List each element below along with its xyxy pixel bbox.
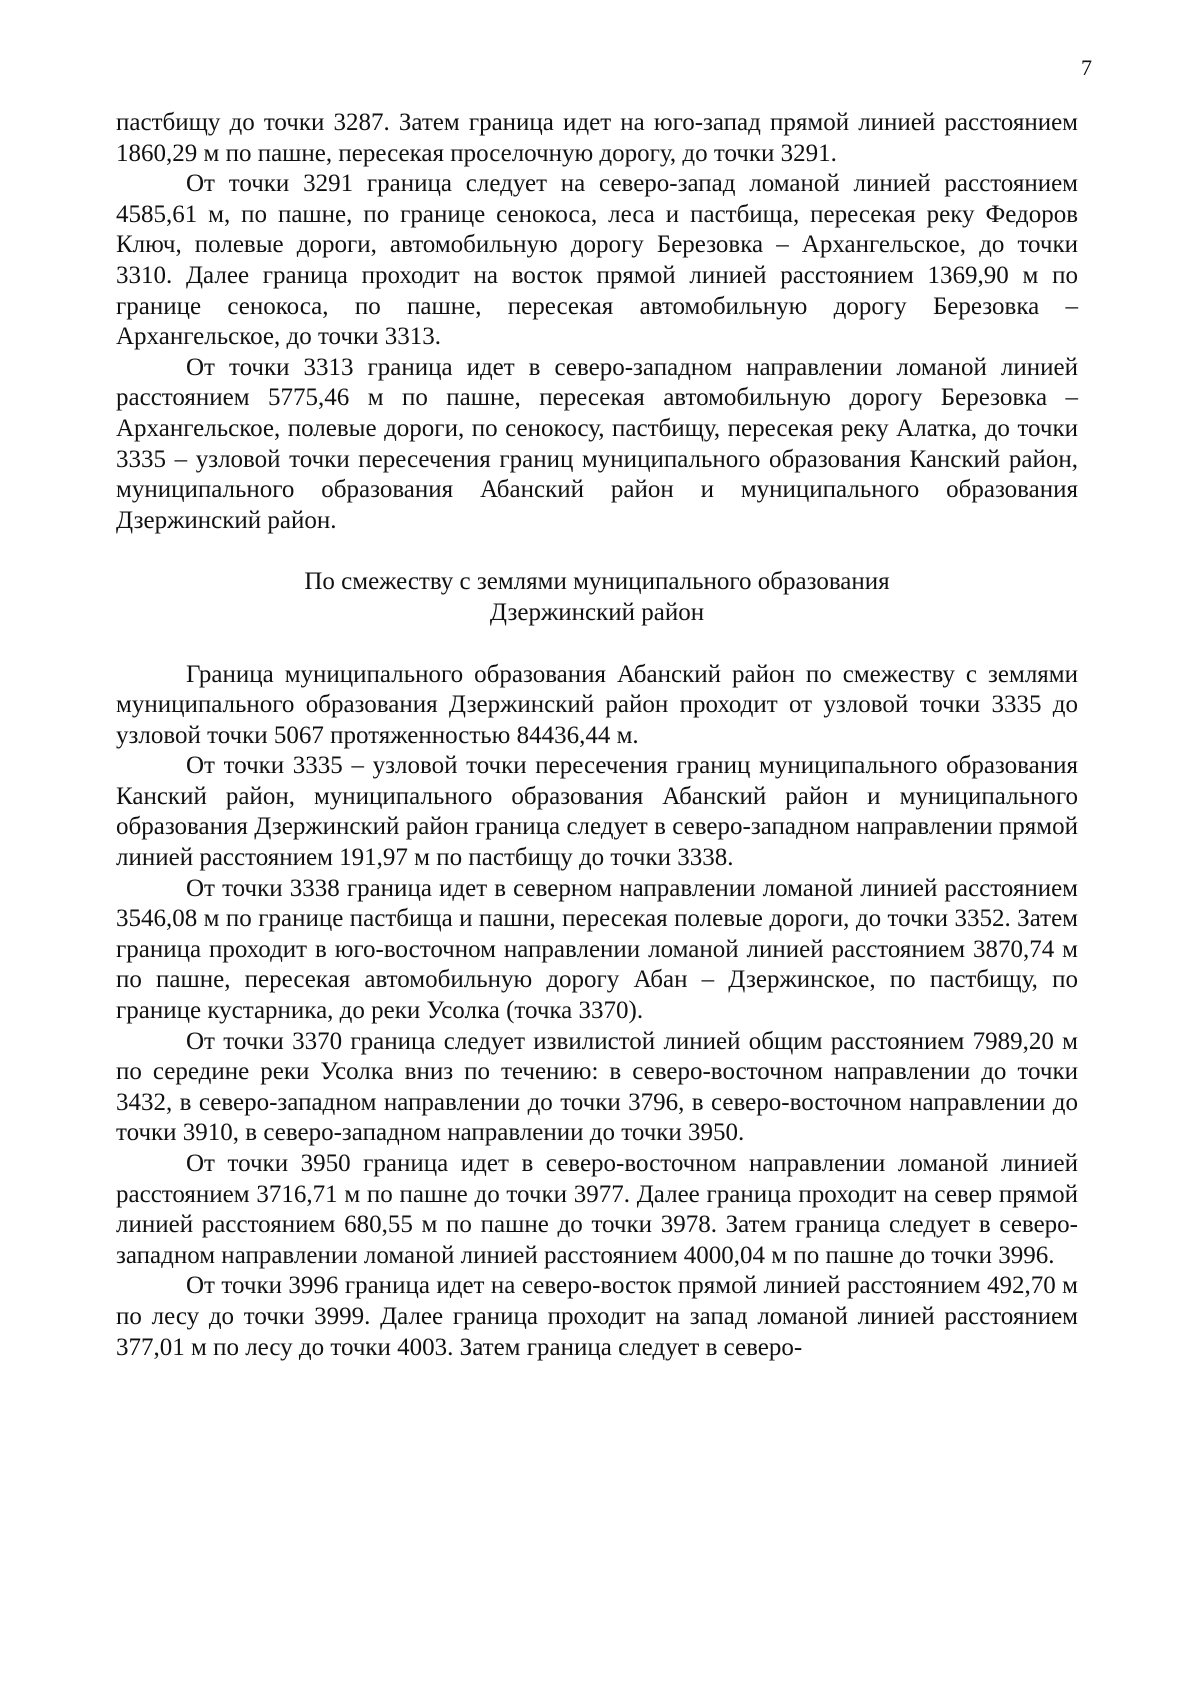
section-heading [116, 567, 1078, 628]
section-heading-line: Дзержинский район [489, 598, 705, 626]
paragraph: От точки 3338 граница идет в северном направлении ломаной линией расстоянием 3546,08 м по границе пастбища и пашни, пересекая полевые дороги, до точки 3352. Затем граница проходит в юго-восточном направлении ломаной линией расстоянием 3870,74 м по пашне, пересекая автомобильную дорогу Абан – Дзержинское, по пастбищу, по границе кустарника, до реки Усолка (точка 3370). [116, 874, 1078, 1025]
paragraph: Граница муниципального образования Абанский район по смежеству с землями муниципального образования Дзержинский район проходит от узловой точки 3335 до узловой точки 5067 протяженностью 84436,44 м. [116, 660, 1078, 749]
paragraph: пастбищу до точки 3287. Затем граница идет на юго-запад прямой линией расстоянием 1860,29 м по пашне, пересекая проселочную дорогу, до точки 3291. [116, 109, 1078, 167]
paragraph: От точки 3950 граница идет в северо-восточном направлении ломаной линией расстоянием 3716,71 м по пашне до точки 3977. Далее граница проходит на север прямой линией расстоянием 680,55 м по пашне до точки 3978. Затем граница следует в северо-западном направлении ломаной линией расстоянием 4000,04 м по пашне до точки 3996. [116, 1150, 1078, 1269]
paragraph: От точки 3370 граница следует извилистой линией общим расстоянием 7989,20 м по середине реки Усолка вниз по течению: в северо-восточном направлении до точки 3432, в северо-западном направлении до точки 3796, в северо-восточном направлении до точки 3910, в северо-западном направлении до точки 3950. [116, 1027, 1078, 1147]
paragraph: От точки 3335 – узловой точки пересечения границ муниципального образования Канский район, муниципального образования Абанский район и муниципального образования Дзержинский район граница следует в северо-западном направлении прямой линией расстоянием 191,97 м по пастбищу до точки 3338. [116, 752, 1078, 872]
page-number: 7 [1081, 55, 1092, 80]
section-heading-line: По смежеству с землями муниципального образования [304, 568, 890, 596]
paragraph: От точки 3313 граница идет в северо-западном направлении ломаной линией расстоянием 5775,46 м по пашне, пересекая автомобильную дорогу Березовка – Архангельское, полевые дороги, по сенокосу, пастбищу, пересекая реку Алатка, до точки 3335 – узловой точки пересечения границ муниципального образования Канский район, муниципального образования Абанский район и муниципального образования Дзержинский район. [116, 353, 1078, 534]
document-body [116, 108, 1078, 1363]
paragraph: От точки 3996 граница идет на северо-восток прямой линией расстоянием 492,70 м по лесу до точки 3999. Далее граница проходит на запад ломаной линией расстоянием 377,01 м по лесу до точки 4003. Затем граница следует в северо- [116, 1272, 1078, 1361]
paragraph: От точки 3291 граница следует на северо-запад ломаной линией расстоянием 4585,61 м, по пашне, по границе сенокоса, леса и пастбища, пересекая реку Федоров Ключ, полевые дороги, автомобильную дорогу Березовка – Архангельское, до точки 3310. Далее граница проходит на восток прямой линией расстоянием 1369,90 м по границе сенокоса, по пашне, пересекая автомобильную дорогу Березовка – Архангельское, до точки 3313. [116, 170, 1078, 351]
